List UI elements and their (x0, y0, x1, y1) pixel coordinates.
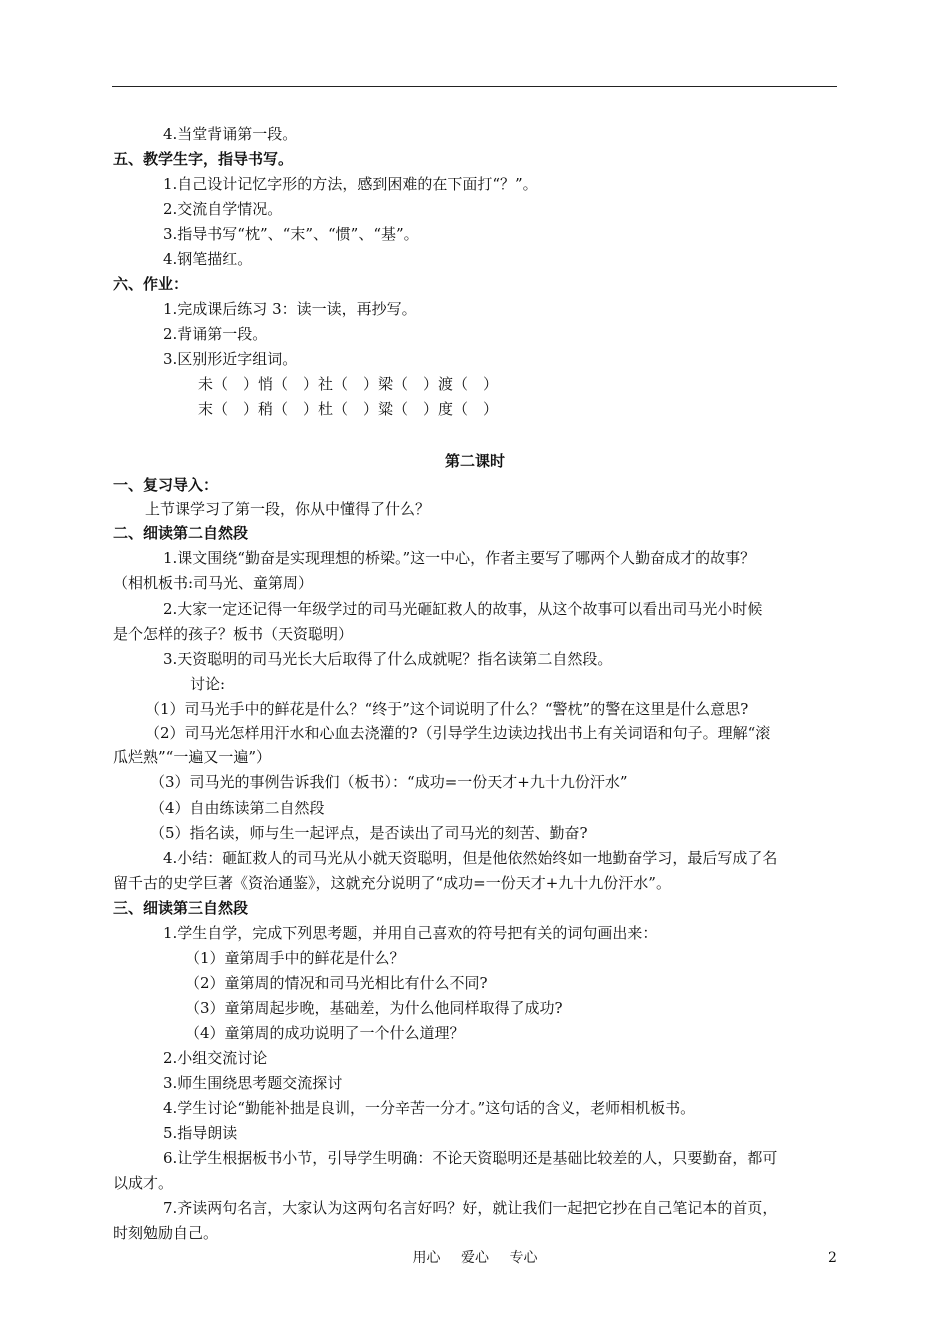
text-line: （2）司马光怎样用汗水和心血去浇灌的?（引导学生边读边找出书上有关词语和句子。理解“滚 (145, 724, 771, 742)
text-line: 时刻勉励自己。 (113, 1224, 219, 1242)
section-heading: 三、细读第三自然段 (113, 899, 249, 917)
footer-motto: 用心 (412, 1250, 441, 1266)
footer (0, 1248, 950, 1268)
text-line: 2.交流自学情况。 (163, 200, 283, 218)
text-line: 上节课学习了第一段，你从中懂得了什么？ (145, 500, 431, 518)
text-line: 4.钢笔描红。 (163, 250, 253, 268)
text-line: 2.小组交流讨论 (163, 1049, 268, 1067)
text-line: 留千古的史学巨著《资治通鉴》，这就充分说明了“成功=一份天才+九十九份汗水”。 (113, 874, 671, 892)
text-line: 3.师生围绕思考题交流探讨 (163, 1074, 343, 1092)
word-exercise-row: 末（ ）稍（ ）杜（ ）粱（ ）度（ ） (198, 400, 499, 418)
header-rule (112, 86, 837, 87)
text-line: 瓜烂熟”“一遍又一遍”） (113, 748, 272, 766)
text-line: 4.小结：砸缸救人的司马光从小就天资聪明，但是他依然始终如一地勤奋学习，最后写成了名 (163, 849, 778, 867)
text-line: 2.背诵第一段。 (163, 325, 268, 343)
text-line: 6.让学生根据板书小节，引导学生明确：不论天资聪明还是基础比较差的人，只要勤奋，都可 (163, 1149, 778, 1167)
text-line: 讨论: (190, 675, 226, 693)
section-heading: 六、作业： (113, 275, 189, 293)
footer-motto: 专心 (509, 1250, 538, 1266)
text-line: 1.完成课后练习 3：读一读，再抄写。 (163, 300, 417, 318)
section-heading: 二、细读第二自然段 (113, 524, 249, 542)
text-line: 1.课文围绕“勤奋是实现理想的桥梁。”这一中心，作者主要写了哪两个人勤奋成才的故事？ (163, 549, 756, 567)
text-line: （相机板书:司马光、童第周） (113, 574, 314, 592)
text-line: 1.自己设计记忆字形的方法，感到困难的在下面打“？”。 (163, 175, 538, 193)
text-line: 4.当堂背诵第一段。 (163, 125, 298, 143)
text-line: 1.学生自学，完成下列思考题，并用自己喜欢的符号把有关的词句画出来： (163, 924, 658, 942)
section-heading: 五、教学生字，指导书写。 (113, 150, 294, 168)
text-line: （4）童第周的成功说明了一个什么道理？ (185, 1024, 465, 1042)
text-line: 是个怎样的孩子？板书（天资聪明） (113, 625, 354, 643)
text-line: （5）指名读，师与生一起评点，是否读出了司马光的刻苦、勤奋? (150, 824, 588, 842)
text-line: 4.学生讨论“勤能补拙是良训，一分辛苦一分才。”这句话的含义，老师相机板书。 (163, 1099, 696, 1117)
text-line: （1）童第周手中的鲜花是什么？ (185, 949, 405, 967)
word-exercise-row: 未（ ）悄（ ）社（ ）梁（ ）渡（ ） (198, 375, 499, 393)
text-line: （3）司马光的事例告诉我们（板书）：“成功=一份天才+九十九份汗水” (150, 773, 628, 791)
page-number: 2 (828, 1250, 837, 1266)
text-line: 2.大家一定还记得一年级学过的司马光砸缸救人的故事，从这个故事可以看出司马光小时候 (163, 600, 763, 618)
text-line: （4）自由练读第二自然段 (150, 799, 325, 817)
text-line: 3.指导书写“枕”、“末”、“惯”、“基”。 (163, 225, 419, 243)
text-line: 3.区别形近字组词。 (163, 350, 298, 368)
section-heading: 一、复习导入： (113, 476, 219, 494)
lesson-title: 第二课时 (444, 452, 505, 470)
text-line: 7.齐读两句名言，大家认为这两句名言好吗？好，就让我们一起把它抄在自己笔记本的首页， (163, 1199, 778, 1217)
text-line: （2）童第周的情况和司马光相比有什么不同? (185, 974, 488, 992)
text-line: 5.指导朗读 (163, 1124, 238, 1142)
text-line: （1）司马光手中的鲜花是什么？“终于”这个词说明了什么？“警枕”的警在这里是什么意思? (145, 700, 749, 718)
text-line: （3）童第周起步晚，基础差，为什么他同样取得了成功? (185, 999, 563, 1017)
footer-motto: 爱心 (461, 1250, 489, 1266)
text-line: 3.天资聪明的司马光长大后取得了什么成就呢？指名读第二自然段。 (163, 650, 613, 668)
text-line: 以成才。 (113, 1174, 174, 1192)
